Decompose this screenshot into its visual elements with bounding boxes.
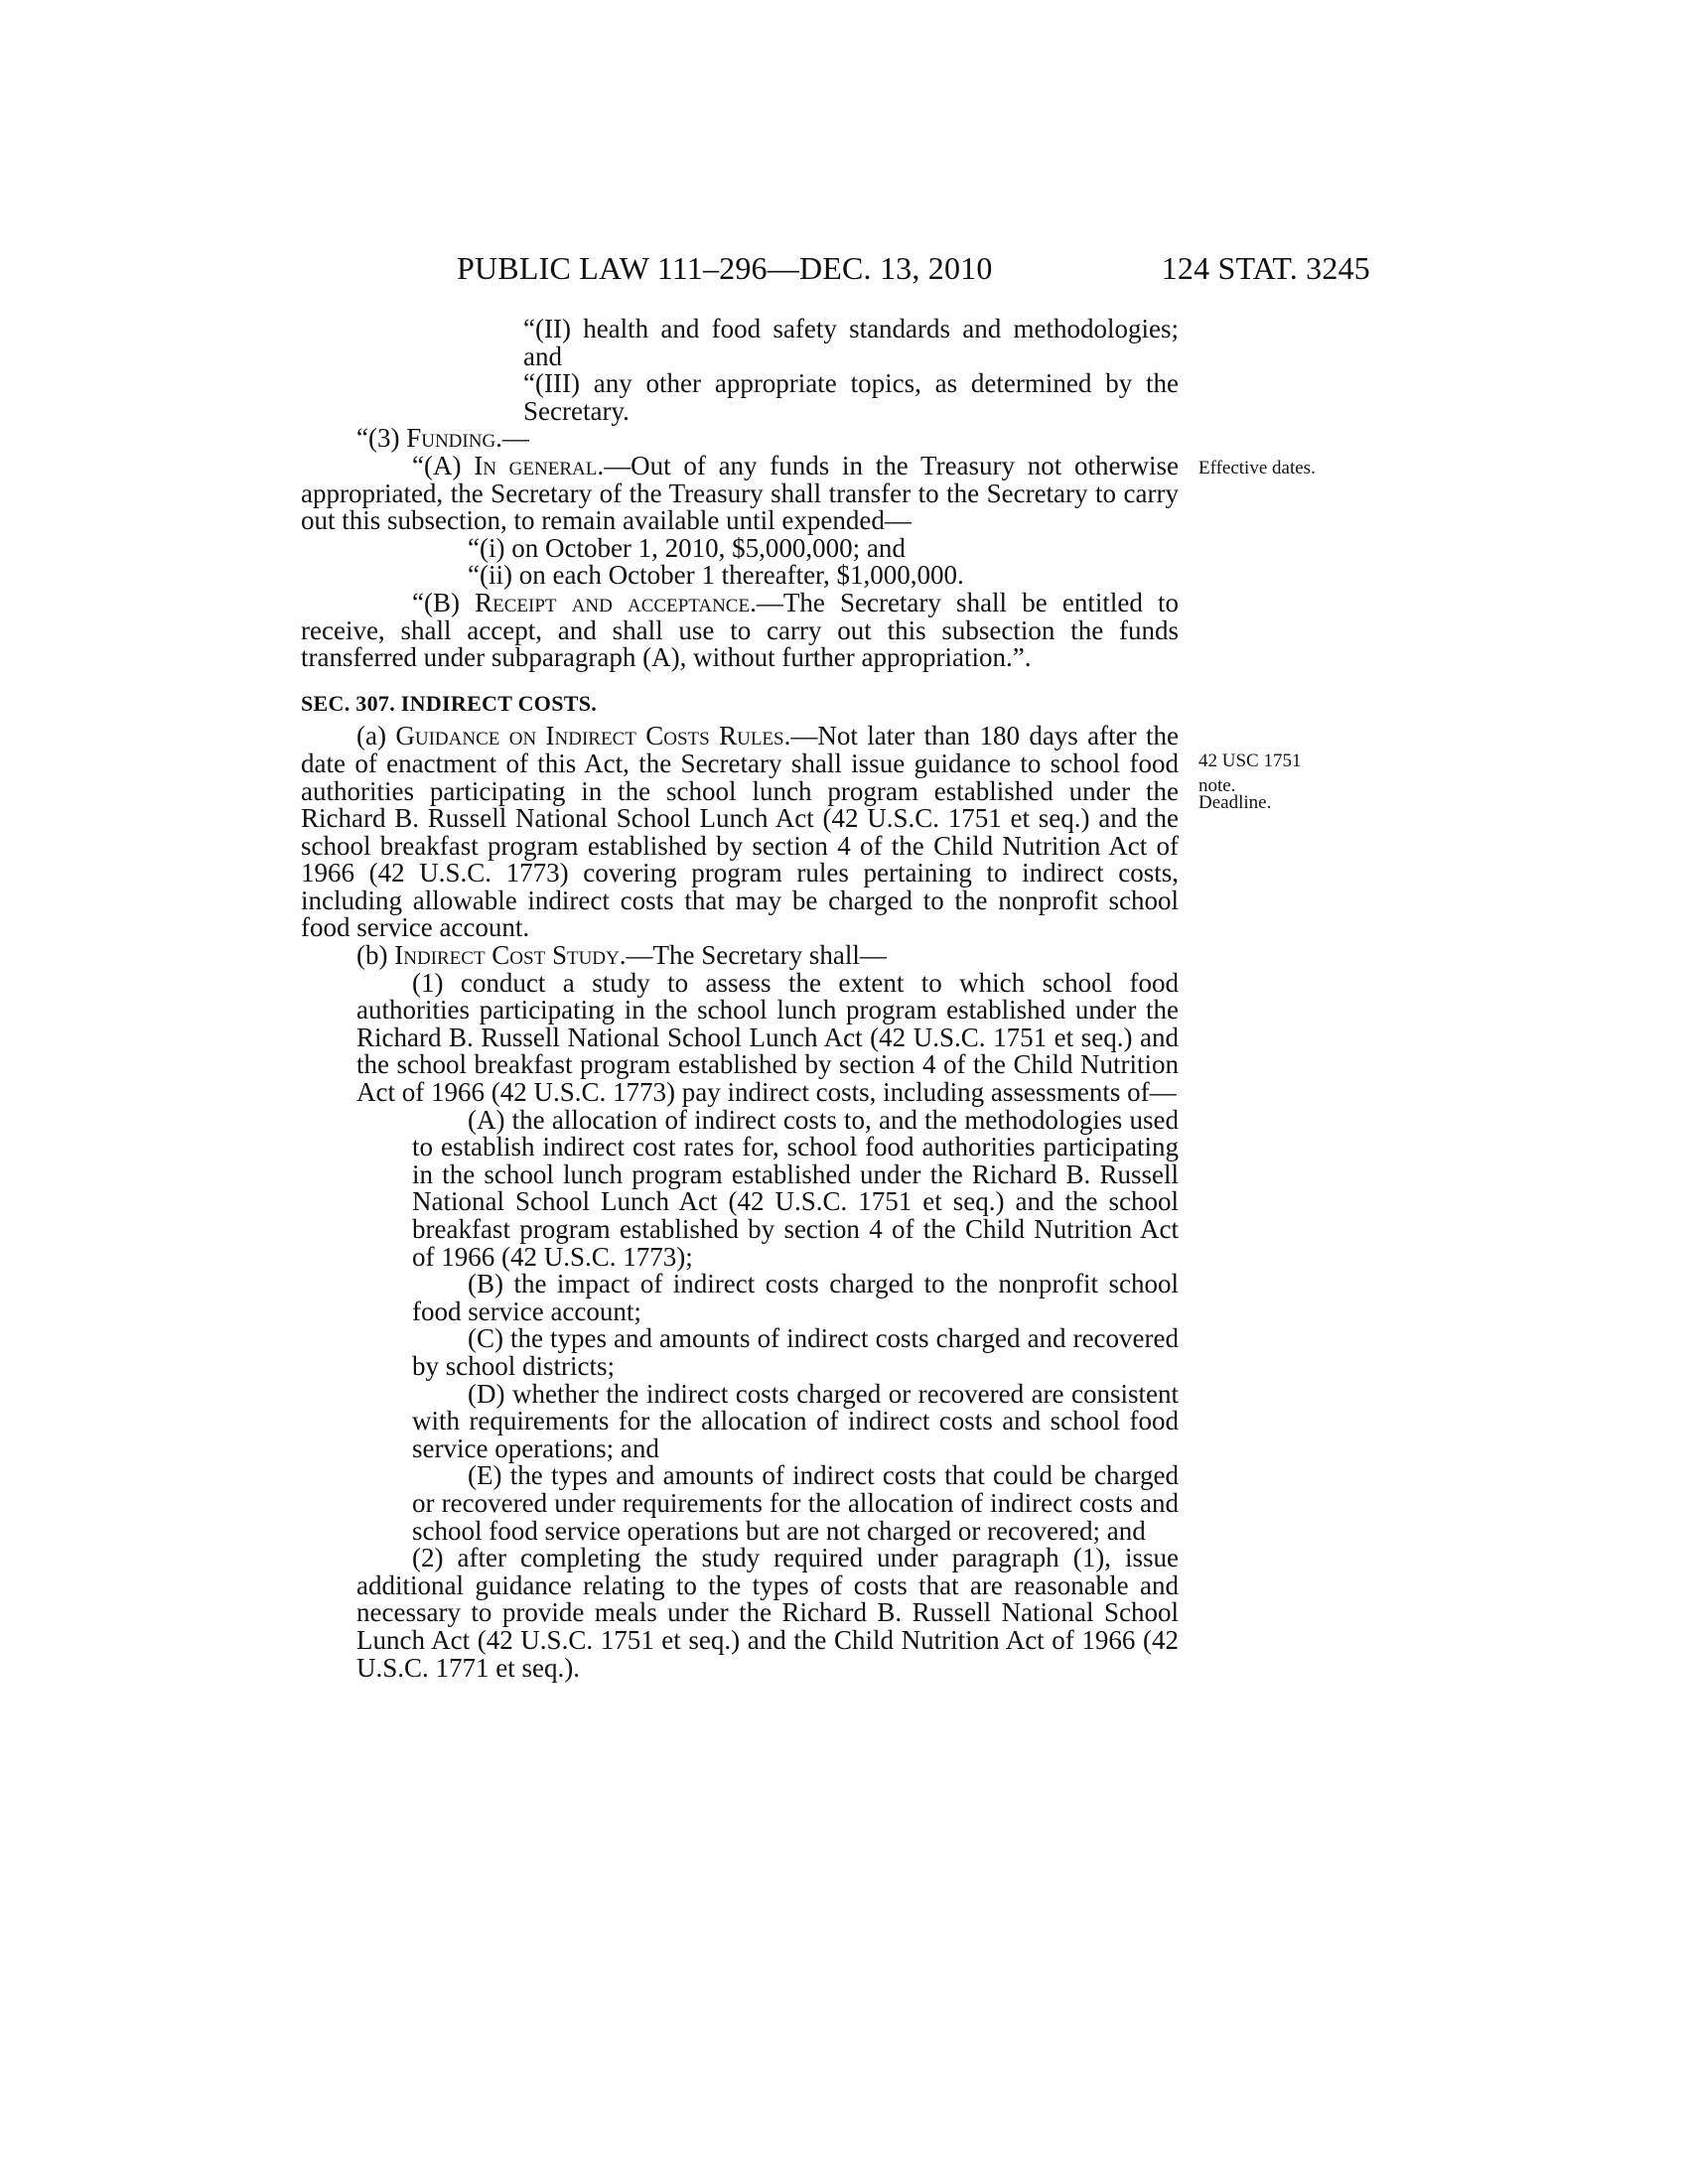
subparagraph-b: “(B) Receipt and acceptance.—The Secretary shall be entitled to receive, shall accept, and shall use to carry out this subsection the funds transferred under subparagraph (A), without further appropriation.”. <box>301 587 1179 673</box>
subsection-b: (b) Indirect Cost Study.—The Secretary shall— <box>356 940 887 971</box>
subsection-a: (a) Guidance on Indirect Costs Rules.—Not later than 180 days after the date of enactment of this Act, the Secretary shall issue guidance to school food authorities participating in the school lunch program established under the Richard B. Russell National School Lunch Act (42 U.S.C. 1751 et seq.) and the school breakfast program established by section 4 of the Child Nutrition Act of 1966 (42 U.S.C. 1773) covering program rules pertaining to indirect costs, including allowable indirect costs that may be charged to the nonprofit school food service account. <box>301 721 1180 943</box>
subparagraph-a: “(A) In general.—Out of any funds in the Treasury not otherwise appropriated, the Secretary of the Treasury shall transfer to the Secretary to carry out this subsection, to remain available until expended— <box>301 450 1179 536</box>
paragraph-3-heading: “(3) Funding.— <box>356 423 529 454</box>
subsection-b-paragraph-1: (1) conduct a study to assess the extent to which school food authorities participating in the school lunch program established under the Richard B. Russell National School Lunch Act (42 U.S.C. 1751 et seq.) and the school breakfast program established by section 4 of the Child Nutrition Act of 1966 (42 U.S.C. 1773) pay indirect costs, including assessments of— <box>356 967 1179 1108</box>
subsection-b-paragraph-2: (2) after completing the study required under paragraph (1), issue additional guidance relating to the types of costs that are reasonable and necessary to provide meals under the Richard B. Russell National School Lunch Act (42 U.S.C. 1751 et seq.) and the Child Nutrition Act of 1966 (42 U.S.C. 1771 et seq.). <box>356 1543 1179 1683</box>
subsection-b-item-a: (A) the allocation of indirect costs to, and the methodologies used to establish indirect cost rates for, school food authorities participating in the school lunch program established under the Richard B. Russell National School Lunch Act (42 U.S.C. 1751 et seq.) and the school breakfast program established by section 4 of the Child Nutrition Act of 1966 (42 U.S.C. 1773); <box>412 1104 1179 1272</box>
clause-iii: “(III) any other appropriate topics, as determined by the Secretary. <box>523 368 1179 426</box>
running-header <box>457 246 1370 290</box>
subsection-b-item-d: (D) whether the indirect costs charged or recovered are consistent with requirements for the allocation of indirect costs and school food service operations; and <box>412 1378 1179 1463</box>
section-heading: SEC. 307. INDIRECT COSTS. <box>301 690 598 716</box>
subsection-b-item-b: (B) the impact of indirect costs charged to the nonprofit school food service account; <box>412 1269 1179 1326</box>
margin-note-usc <box>1198 751 1377 813</box>
margin-note-usc-line2: note. <box>1198 775 1236 796</box>
clause-i-funding: “(i) on October 1, 2010, $5,000,000; and <box>468 532 906 563</box>
clause-ii-funding: “(ii) on each October 1 thereafter, $1,000,000. <box>468 560 964 591</box>
subsection-b-item-c: (C) the types and amounts of indirect costs charged and recovered by school districts; <box>412 1323 1179 1381</box>
margin-note-effective-dates: Effective dates. <box>1198 458 1316 478</box>
header-statute-page: 124 STAT. 3245 <box>1161 250 1370 286</box>
header-public-law: PUBLIC LAW 111–296—DEC. 13, 2010 <box>457 250 993 286</box>
statute-body <box>301 316 1179 1682</box>
margin-note-usc-line1: 42 USC 1751 <box>1198 751 1302 771</box>
subsection-b-item-e: (E) the types and amounts of indirect costs that could be charged or recovered under requirements for the allocation of indirect costs and school food service operations but are not charged or recovered; and <box>412 1460 1179 1546</box>
margin-note-deadline: Deadline. <box>1198 792 1272 813</box>
clause-ii: “(II) health and food safety standards and methodologies; and <box>523 314 1179 371</box>
